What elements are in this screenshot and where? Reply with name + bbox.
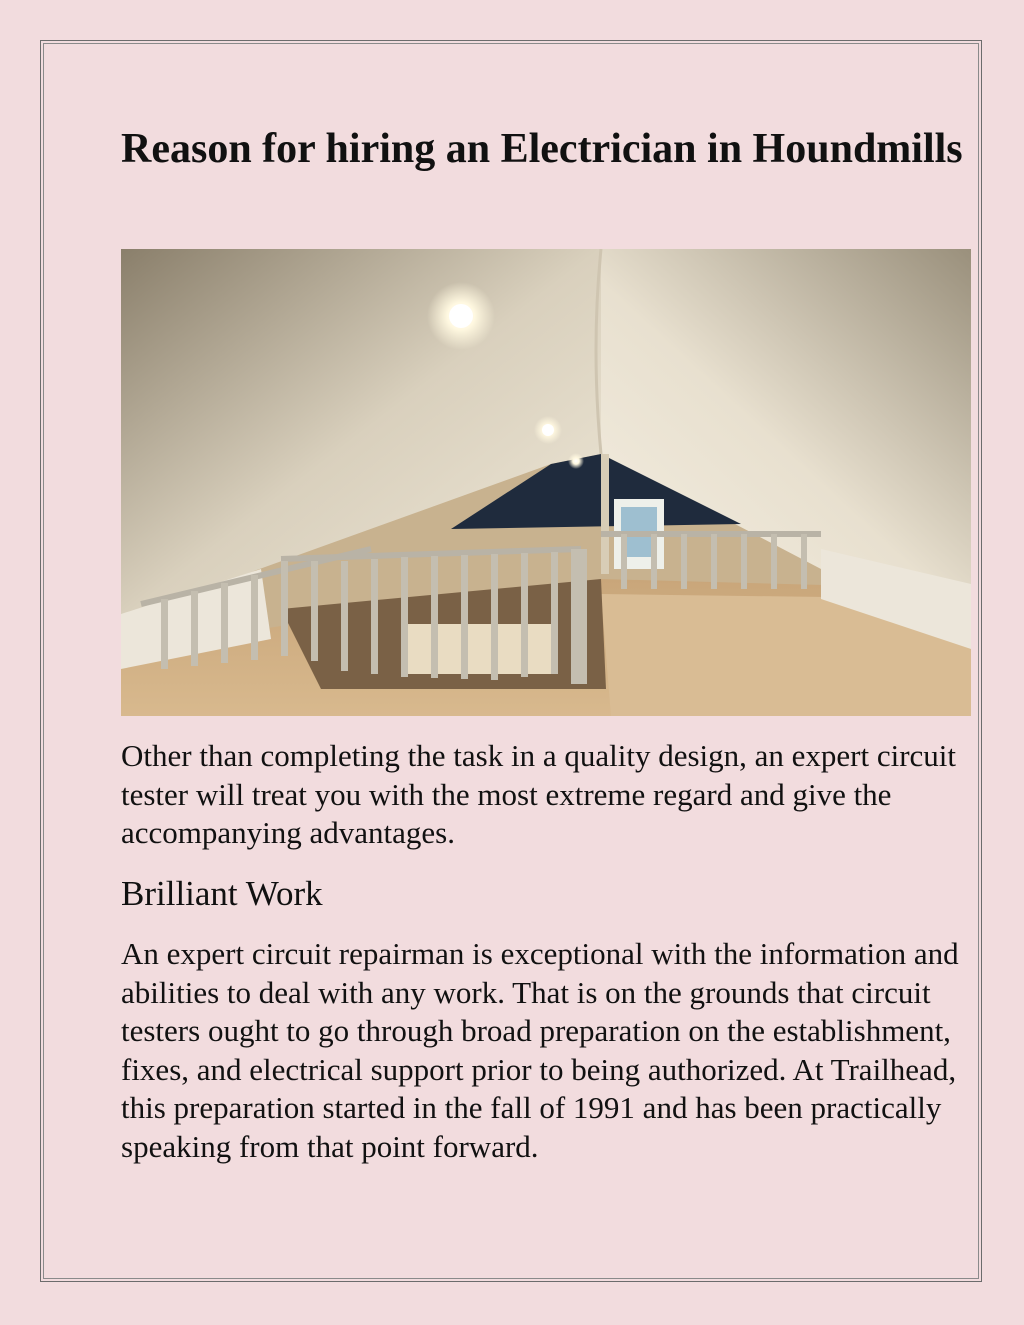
document-title: Reason for hiring an Electrician in Houndmills xyxy=(121,126,963,172)
attic-illustration xyxy=(121,249,971,716)
intro-paragraph: Other than completing the task in a quality design, an expert circuit tester will treat you with the most extreme regard and give the accompanying advantages. xyxy=(121,738,957,850)
section-body: An expert circuit repairman is exceptional with the information and abilities to deal with any work. That is on the grounds that circuit testers ought to go through broad preparation on the establishment, fixes, and electrical support prior to being authorized. At Trailhead, this preparation started in the fall of 1991 and has been practically speaking from that point forward. xyxy=(121,936,959,1164)
attic-loft-photo xyxy=(121,249,971,716)
section-heading: Brilliant Work xyxy=(121,874,323,913)
